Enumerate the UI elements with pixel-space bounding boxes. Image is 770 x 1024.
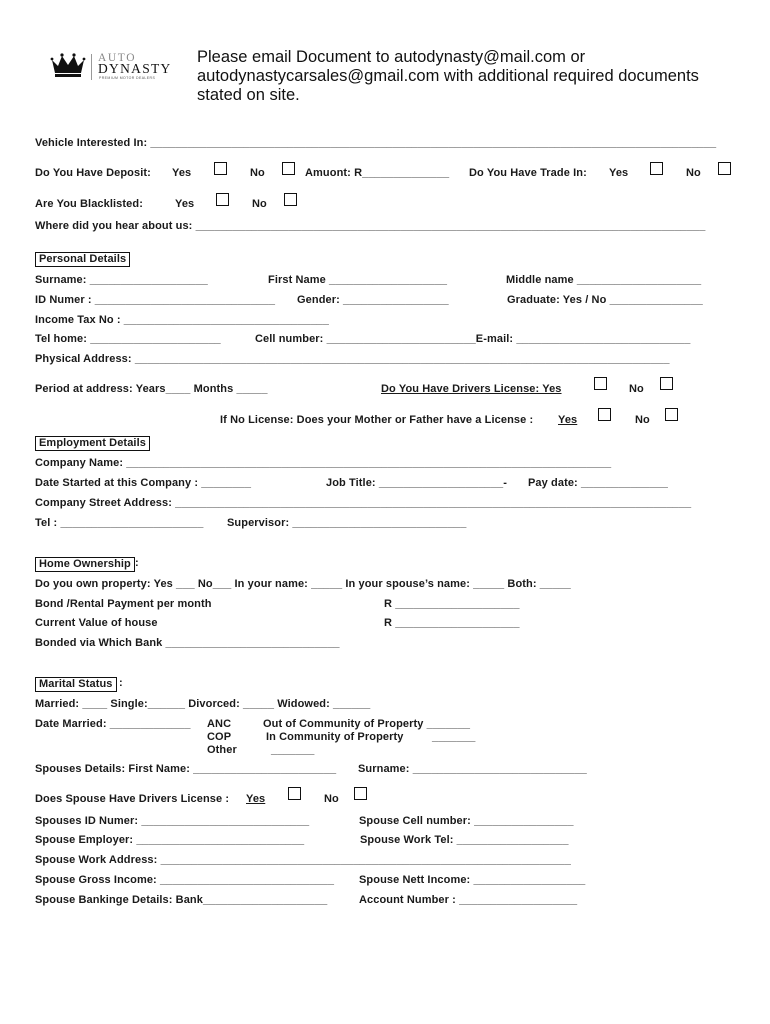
in-community-field[interactable]: _______ xyxy=(432,731,476,743)
marital-status-field[interactable]: Married: ____ Single:______ Divorced: _____ Widowed: ______ xyxy=(35,698,371,710)
spouse-first-name-field[interactable]: Spouses Details: First Name: _______________________ xyxy=(35,763,337,775)
other-field[interactable]: _______ xyxy=(271,744,315,756)
spouse-work-address-field[interactable]: Spouse Work Address: __________________________________________________________________ xyxy=(35,854,571,866)
drivers-license-label: Do You Have Drivers License: Yes xyxy=(381,383,562,395)
bonded-bank-field[interactable]: Bonded via Which Bank ____________________________ xyxy=(35,637,340,649)
personal-details-heading: Personal Details xyxy=(35,252,130,267)
parent-license-label: If No License: Does your Mother or Father have a License : xyxy=(220,414,534,426)
spouse-work-tel-field[interactable]: Spouse Work Tel: __________________ xyxy=(360,834,569,846)
spouse-gross-income-field[interactable]: Spouse Gross Income: ____________________________ xyxy=(35,874,335,886)
tradein-no-checkbox[interactable] xyxy=(718,162,731,175)
physical-address-field[interactable]: Physical Address: ______________________________________________________________________________________ xyxy=(35,353,670,365)
email-line-3: stated on site. xyxy=(197,86,300,104)
blacklisted-no-checkbox[interactable] xyxy=(284,193,297,206)
spouse-cell-field[interactable]: Spouse Cell number: ________________ xyxy=(359,815,574,827)
other-label: Other xyxy=(207,744,237,756)
spouse-nett-income-field[interactable]: Spouse Nett Income: __________________ xyxy=(359,874,586,886)
license-no-label: No xyxy=(629,383,644,395)
home-ownership-colon: : xyxy=(135,557,139,569)
date-started-field[interactable]: Date Started at this Company : ________ xyxy=(35,477,252,489)
parent-license-yes-label: Yes xyxy=(558,414,578,426)
house-value-field[interactable]: R ____________________ xyxy=(384,617,520,629)
surname-field[interactable]: Surname: ___________________ xyxy=(35,274,208,286)
out-community-field[interactable]: Out of Community of Property _______ xyxy=(263,718,471,730)
tel-home-field[interactable]: Tel home: _____________________ xyxy=(35,333,221,345)
blacklisted-yes-label: Yes xyxy=(175,198,195,210)
gender-field[interactable]: Gender: _________________ xyxy=(297,294,449,306)
deposit-yes-label: Yes xyxy=(172,167,192,179)
in-community-label: In Community of Property xyxy=(266,731,404,743)
spouse-license-yes-label: Yes xyxy=(246,793,266,805)
amount-field[interactable]: Amuont: R______________ xyxy=(305,167,450,179)
cell-email-field[interactable]: Cell number: ________________________E-mail: ____________________________ xyxy=(255,333,691,345)
pay-date-field[interactable]: Pay date: ______________ xyxy=(528,477,669,489)
email-line-2: autodynastycarsales@gmail.com with additional required documents xyxy=(197,67,699,85)
parent-license-yes-checkbox[interactable] xyxy=(598,408,611,421)
spouse-id-field[interactable]: Spouses ID Numer: ___________________________ xyxy=(35,815,310,827)
income-tax-field[interactable]: Income Tax No : _________________________________ xyxy=(35,314,329,326)
job-title-field[interactable]: Job Title: ____________________- xyxy=(326,477,507,489)
bond-rental-field[interactable]: R ____________________ xyxy=(384,598,520,610)
deposit-no-checkbox[interactable] xyxy=(282,162,295,175)
cop-label: COP xyxy=(207,731,232,743)
crown-icon xyxy=(50,52,86,80)
logo-divider xyxy=(91,54,92,80)
tradein-yes-label: Yes xyxy=(609,167,629,179)
marital-status-heading: Marital Status xyxy=(35,677,117,692)
company-street-field[interactable]: Company Street Address: ___________________________________________________________________________________ xyxy=(35,497,692,509)
own-property-field[interactable]: Do you own property: Yes ___ No___ In your name: _____ In your spouse’s name: _____ Both: _____ xyxy=(35,578,571,590)
blacklisted-yes-checkbox[interactable] xyxy=(216,193,229,206)
date-married-field[interactable]: Date Married: _____________ xyxy=(35,718,191,730)
deposit-label: Do You Have Deposit: xyxy=(35,167,151,179)
marital-status-colon: : xyxy=(119,677,123,689)
license-yes-checkbox[interactable] xyxy=(594,377,607,390)
spouse-license-no-checkbox[interactable] xyxy=(354,787,367,800)
email-instructions xyxy=(197,48,699,105)
id-number-field[interactable]: ID Numer : _____________________________ xyxy=(35,294,276,306)
email-line-1: Please email Document to autodynasty@mail.com or xyxy=(197,48,586,66)
logo-auto: AUTO xyxy=(98,52,137,64)
employment-details-heading: Employment Details xyxy=(35,436,150,451)
first-name-field[interactable]: First Name ___________________ xyxy=(268,274,448,286)
blacklisted-label: Are You Blacklisted: xyxy=(35,198,143,210)
license-no-checkbox[interactable] xyxy=(660,377,673,390)
spouse-license-no-label: No xyxy=(324,793,339,805)
house-value-label: Current Value of house xyxy=(35,617,158,629)
spouse-employer-field[interactable]: Spouse Employer: ___________________________ xyxy=(35,834,305,846)
spouse-bank-field[interactable]: Spouse Bankinge Details: Bank____________________ xyxy=(35,894,328,906)
period-at-address-field[interactable]: Period at address: Years____ Months _____ xyxy=(35,383,268,395)
deposit-no-label: No xyxy=(250,167,265,179)
logo-tagline: PREMIUM MOTOR DEALERS xyxy=(99,76,156,80)
spouse-license-yes-checkbox[interactable] xyxy=(288,787,301,800)
graduate-field[interactable]: Graduate: Yes / No _______________ xyxy=(507,294,703,306)
hear-about-field[interactable]: Where did you hear about us: __________________________________________________________________________________ xyxy=(35,220,706,232)
spouse-license-label: Does Spouse Have Drivers License : xyxy=(35,793,230,805)
parent-license-no-label: No xyxy=(635,414,650,426)
middle-name-field[interactable]: Middle name ____________________ xyxy=(506,274,702,286)
supervisor-field[interactable]: Supervisor: ____________________________ xyxy=(227,517,467,529)
bond-rental-label: Bond /Rental Payment per month xyxy=(35,598,212,610)
tradein-label: Do You Have Trade In: xyxy=(469,167,587,179)
logo-dynasty: DYNASTY xyxy=(98,61,172,76)
account-number-field[interactable]: Account Number : ___________________ xyxy=(359,894,578,906)
tradein-yes-checkbox[interactable] xyxy=(650,162,663,175)
tradein-no-label: No xyxy=(686,167,701,179)
blacklisted-no-label: No xyxy=(252,198,267,210)
company-name-field[interactable]: Company Name: ______________________________________________________________________________ xyxy=(35,457,612,469)
home-ownership-heading: Home Ownership xyxy=(35,557,135,572)
spouse-surname-field[interactable]: Surname: ____________________________ xyxy=(358,763,587,775)
vehicle-interested-field[interactable]: Vehicle Interested In: ___________________________________________________________________________________________ xyxy=(35,137,717,149)
anc-label: ANC xyxy=(207,718,232,730)
parent-license-no-checkbox[interactable] xyxy=(665,408,678,421)
deposit-yes-checkbox[interactable] xyxy=(214,162,227,175)
employment-tel-field[interactable]: Tel : _______________________ xyxy=(35,517,204,529)
